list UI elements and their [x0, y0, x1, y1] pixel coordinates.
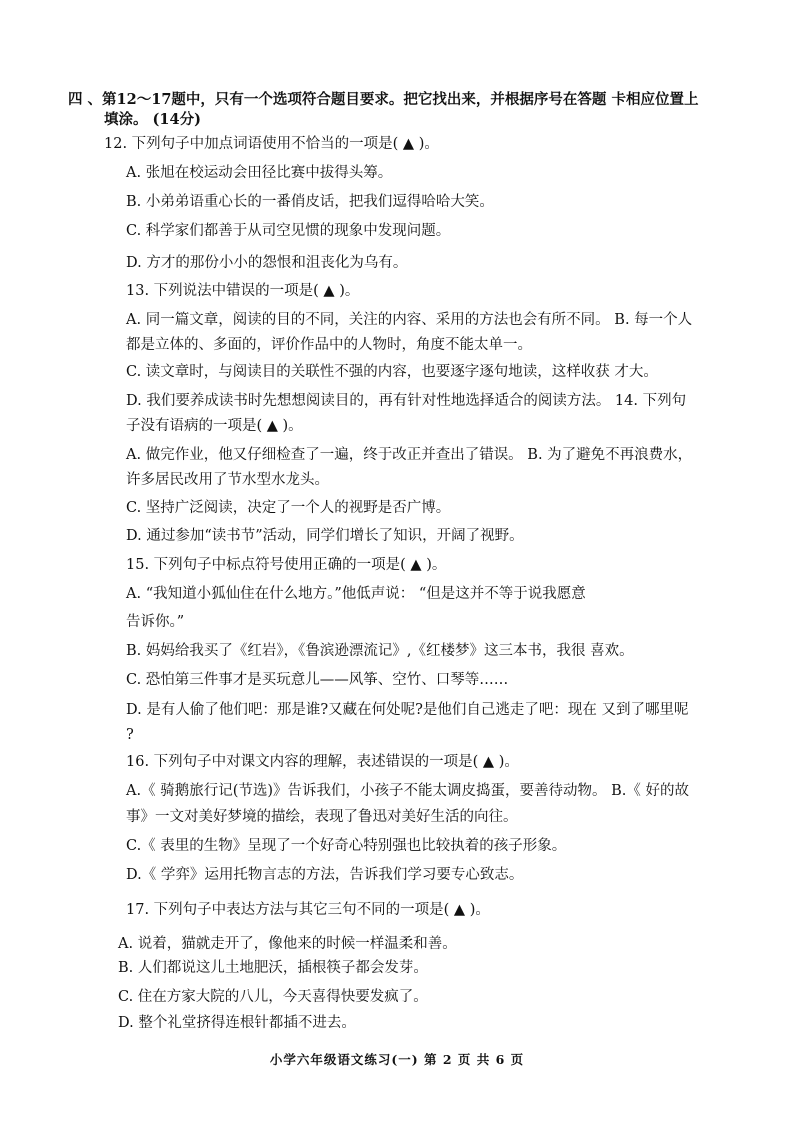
question-14-option-b-cont: 许多居民改用了节水型水龙头。 — [126, 472, 329, 488]
question-15-option-b: B. 妈妈给我买了《红岩》，《鲁滨逊漂流记》,《红楼梦》这三本书，我很 喜欢。 — [126, 643, 634, 659]
question-15-option-d-cont: ? — [126, 727, 134, 743]
question-17-option-a: A. 说着，猫就走开了，像他来的时候一样温柔和善。 — [118, 936, 457, 952]
question-17-option-c: C. 住在方家大院的八儿，今天喜得快要发疯了。 — [118, 989, 428, 1005]
question-16-option-d: D.《 学弈》运用托物言志的方法，告诉我们学习要专心致志。 — [126, 867, 524, 883]
question-12-stem: 12. 下列句子中加点词语使用不恰当的一项是( ▲ )。 — [104, 136, 439, 152]
question-17-stem: 17. 下列句子中表达方法与其它三句不同的一项是( ▲ )。 — [126, 902, 490, 918]
question-12-option-a: A. 张旭在校运动会田径比赛中拔得头筹。 — [126, 165, 393, 181]
question-12-option-b: B. 小弟弟语重心长的一番俏皮话，把我们逗得哈哈大笑。 — [126, 194, 494, 210]
question-14-stem: 子没有语病的一项是( ▲ )。 — [126, 418, 303, 434]
question-12-option-c: C. 科学家们都善于从司空见惯的现象中发现问题。 — [126, 223, 451, 239]
question-17-option-d: D. 整个礼堂挤得连根针都插不进去。 — [118, 1015, 356, 1031]
question-15-option-c: C. 恐怕第三件事才是买玩意儿——风筝、空竹、口琴等…… — [126, 672, 509, 688]
question-15-option-a-cont: 告诉你。” — [126, 614, 185, 630]
question-12-option-d: D. 方才的那份小小的怨恨和沮丧化为乌有。 — [126, 255, 408, 271]
question-16-option-c: C.《 表里的生物》呈现了一个好奇心特别强也比较执着的孩子形象。 — [126, 838, 567, 854]
question-13-option-a: A. 同一篇文章，阅读的目的不同，关注的内容、采用的方法也会有所不同。 B. 每一个人 — [126, 312, 693, 328]
question-16-option-b-cont: 事》一文对美好梦境的描绘，表现了鲁迅对美好生活的向往。 — [126, 809, 518, 825]
page-footer: 小学六年级语文练习(一) 第 2 页 共 6 页 — [269, 1052, 525, 1067]
question-13-option-c: C. 读文章时，与阅读目的关联性不强的内容，也要逐字逐句地读，这样收获 才大。 — [126, 364, 658, 380]
question-13-option-a-cont: 都是立体的、多面的，评价作品中的人物时，角度不能太单一。 — [126, 337, 532, 353]
question-14-option-a: A. 做完作业，他又仔细检查了一遍，终于改正并查出了错误。 B. 为了避免不再浪费水， — [126, 447, 693, 463]
section-heading-line-1: 四 、第12～17题中，只有一个选项符合题目要求。把它找出来，并根据序号在答题 卡相应位置上 — [68, 91, 699, 108]
question-14-option-d: D. 通过参加“读书节”活动，同学们增长了知识，开阔了视野。 — [126, 528, 524, 544]
question-13-stem: 13. 下列说法中错误的一项是( ▲ )。 — [126, 283, 360, 299]
question-15-option-d: D. 是有人偷了他们吧：那是谁?又藏在何处呢?是他们自己逃走了吧：现在 又到了哪里呢 — [126, 702, 689, 718]
section-heading-line-2: 填涂。 (14分) — [104, 111, 201, 128]
question-14-option-c: C. 坚持广泛阅读，决定了一个人的视野是否广博。 — [126, 500, 451, 516]
question-16-stem: 16. 下列句子中对课文内容的理解，表述错误的一项是( ▲ )。 — [126, 754, 519, 770]
question-16-option-a: A.《 骑鹅旅行记(节选)》告诉我们，小孩子不能太调皮捣蛋，要善待动物。 B.《 好的故 — [126, 783, 689, 799]
question-15-stem: 15. 下列句子中标点符号使用正确的一项是( ▲ )。 — [126, 557, 447, 573]
question-13-option-d: D. 我们要养成读书时先想想阅读目的，再有针对性地选择适合的阅读方法。 14. 下列句 — [126, 393, 687, 409]
question-17-option-b: B. 人们都说这儿土地肥沃，插根筷子都会发芽。 — [118, 960, 428, 976]
question-15-option-a: A. “我知道小狐仙住在什么地方。”他低声说： “但是这并不等于说我愿意 — [126, 586, 586, 602]
